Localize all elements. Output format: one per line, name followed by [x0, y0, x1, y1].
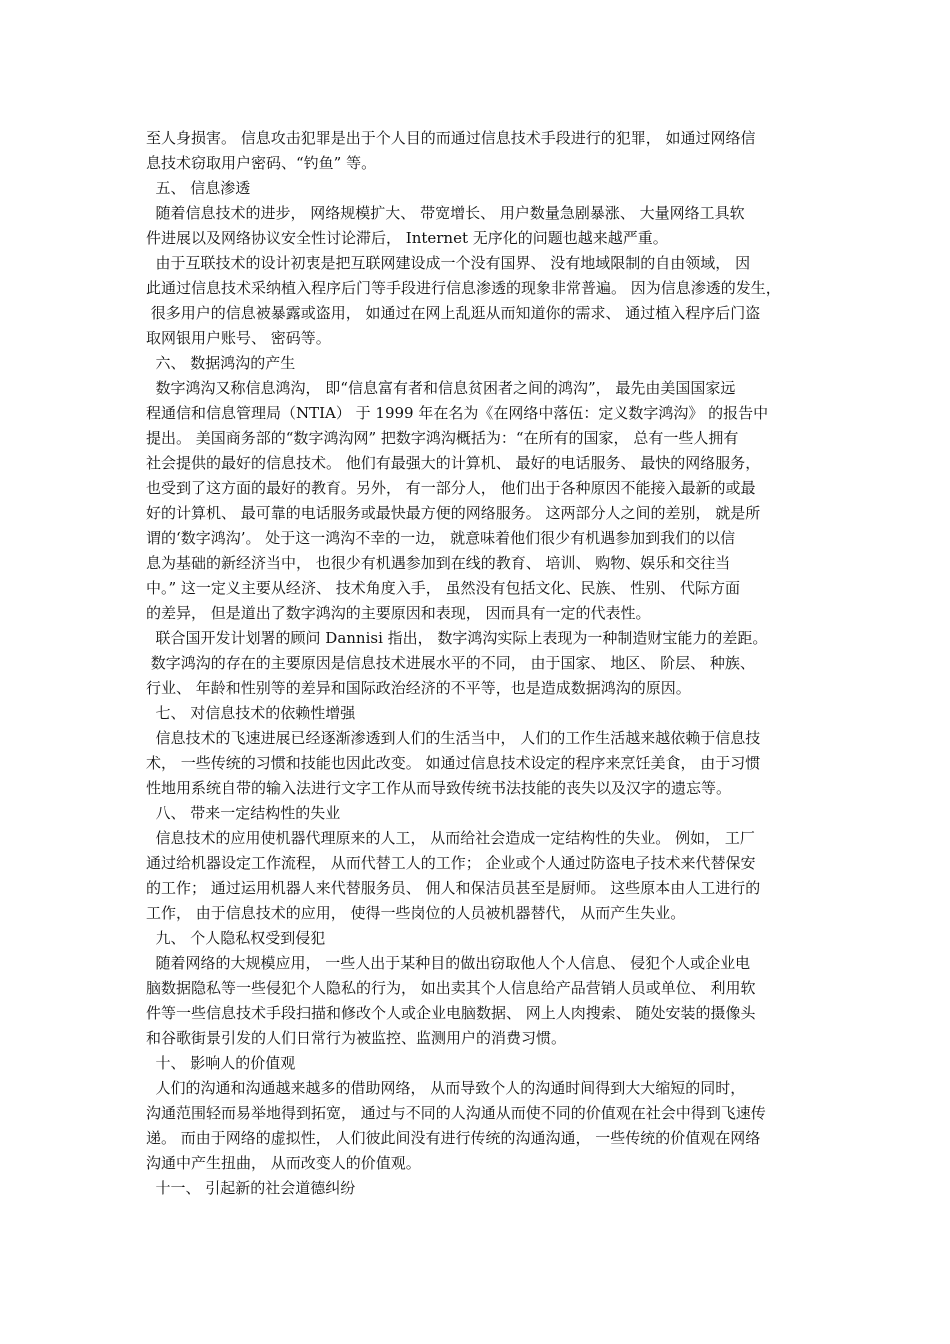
text-line: 信息技术的应用使机器代理原来的人工， 从而给社会造成一定结构性的失业。 例如， 工厂 — [146, 829, 755, 847]
text-line: 程通信和信息管理局（NTIA） 于 1999 年在名为《在网络中落伍：定义数字鸿沟》 的报告中 — [146, 404, 769, 422]
text-line: 提出。 美国商务部的“数字鸿沟网” 把数字鸿沟概括为：“在所有的国家， 总有一些人拥有 — [146, 429, 739, 447]
text-line: 由于互联技术的设计初衷是把互联网建设成一个没有国界、 没有地域限制的自由领域， 因 — [146, 254, 751, 272]
section-heading: 七、 对信息技术的依赖性增强 — [146, 704, 356, 722]
text-line: 联合国开发计划署的顾问 Dannisi 指出， 数字鸿沟实际上表现为一种制造财宝能力的差距。 — [146, 629, 768, 647]
text-line: 的工作； 通过运用机器人来代替服务员、 佣人和保洁员甚至是厨师。 这些原本由人工进行的 — [146, 879, 761, 897]
text-line: 递。 而由于网络的虚拟性， 人们彼此间没有进行传统的沟通沟通， 一些传统的价值观在网络 — [146, 1129, 761, 1147]
text-line: 很多用户的信息被暴露或盗用， 如通过在网上乱逛从而知道你的需求、 通过植入程序后门盗 — [146, 304, 761, 322]
text-line: 中。” 这一定义主要从经济、 技术角度入手， 虽然没有包括文化、民族、 性别、 代际方面 — [146, 579, 741, 597]
text-line: 至人身损害。 信息攻击犯罪是出于个人目的而通过信息技术手段进行的犯罪， 如通过网络信 — [146, 129, 756, 147]
text-line: 信息技术的飞速进展已经逐渐渗透到人们的生活当中， 人们的工作生活越来越依赖于信息技 — [146, 729, 761, 747]
text-line: 脑数据隐私等一些侵犯个人隐私的行为， 如出卖其个人信息给产品营销人员或单位、 利用软 — [146, 979, 756, 997]
text-line: 息技术窃取用户密码、“钓鱼” 等。 — [146, 154, 377, 172]
text-line: 数字鸿沟又称信息鸿沟， 即“信息富有者和信息贫困者之间的鸿沟”， 最先由美国国家远 — [146, 379, 736, 397]
text-line: 好的计算机、 最可靠的电话服务或最快最方便的网络服务。 这两部分人之间的差别， 就是所 — [146, 504, 761, 522]
text-line: 谓的‘数字鸿沟’。 处于这一鸿沟不幸的一边， 就意味着他们很少有机遇参加到我们的以信 — [146, 529, 736, 547]
section-heading: 六、 数据鸿沟的产生 — [146, 354, 296, 372]
text-line: 人们的沟通和沟通越来越多的借助网络， 从而导致个人的沟通时间得到大大缩短的同时， — [146, 1079, 746, 1097]
text-line: 工作， 由于信息技术的应用， 使得一些岗位的人员被机器替代， 从而产生失业。 — [146, 904, 686, 922]
text-line: 行业、 年龄和性别等的差异和国际政治经济的不平等，也是造成数据鸿沟的原因。 — [146, 679, 691, 697]
text-line: 也受到了这方面的最好的教育。另外， 有一部分人， 他们出于各种原因不能接入最新的或最 — [146, 479, 756, 497]
text-line: 件等一些信息技术手段扫描和修改个人或企业电脑数据、 网上人肉搜索、 随处安装的摄像头 — [146, 1004, 756, 1022]
text-line: 件进展以及网络协议安全性讨论滞后， Internet 无序化的问题也越来越严重。 — [146, 229, 668, 247]
text-line: 取网银用户账号、 密码等。 — [146, 329, 331, 347]
section-heading: 九、 个人隐私权受到侵犯 — [146, 929, 326, 947]
text-line: 息为基础的新经济当中， 也很少有机遇参加到在线的教育、 培训、 购物、娱乐和交往当 — [146, 554, 731, 572]
text-line: 此通过信息技术采纳植入程序后门等手段进行信息渗透的现象非常普遍。 因为信息渗透的发生， — [146, 279, 781, 297]
text-line: 通过给机器设定工作流程， 从而代替工人的工作； 企业或个人通过防盗电子技术来代替保安 — [146, 854, 756, 872]
section-heading: 十一、 引起新的社会道德纠纷 — [146, 1179, 356, 1197]
text-line: 随着网络的大规模应用， 一些人出于某种目的做出窃取他人个人信息、 侵犯个人或企业电 — [146, 954, 751, 972]
text-line: 沟通中产生扭曲， 从而改变人的价值观。 — [146, 1154, 421, 1172]
section-heading: 十、 影响人的价值观 — [146, 1054, 296, 1072]
text-line: 术， 一些传统的习惯和技能也因此改变。 如通过信息技术设定的程序来烹饪美食， 由于习惯 — [146, 754, 761, 772]
section-heading: 五、 信息渗透 — [146, 179, 251, 197]
text-line: 沟通范围轻而易举地得到拓宽， 通过与不同的人沟通从而使不同的价值观在社会中得到飞速传 — [146, 1104, 766, 1122]
text-line: 性地用系统自带的输入法进行文字工作从而导致传统书法技能的丧失以及汉字的遗忘等。 — [146, 779, 732, 797]
text-line: 的差异， 但是道出了数字鸿沟的主要原因和表现， 因而具有一定的代表性。 — [146, 604, 651, 622]
text-line: 数字鸿沟的存在的主要原因是信息技术进展水平的不同， 由于国家、 地区、 阶层、 种族、 — [146, 654, 755, 672]
section-heading: 八、 带来一定结构性的失业 — [146, 804, 341, 822]
text-line: 随着信息技术的进步， 网络规模扩大、 带宽增长、 用户数量急剧暴涨、 大量网络工具软 — [146, 204, 745, 222]
text-line: 和谷歌街景引发的人们日常行为被监控、监测用户的消费习惯。 — [146, 1029, 567, 1047]
text-line: 社会提供的最好的信息技术。 他们有最强大的计算机、 最好的电话服务、 最快的网络服务， — [146, 454, 761, 472]
